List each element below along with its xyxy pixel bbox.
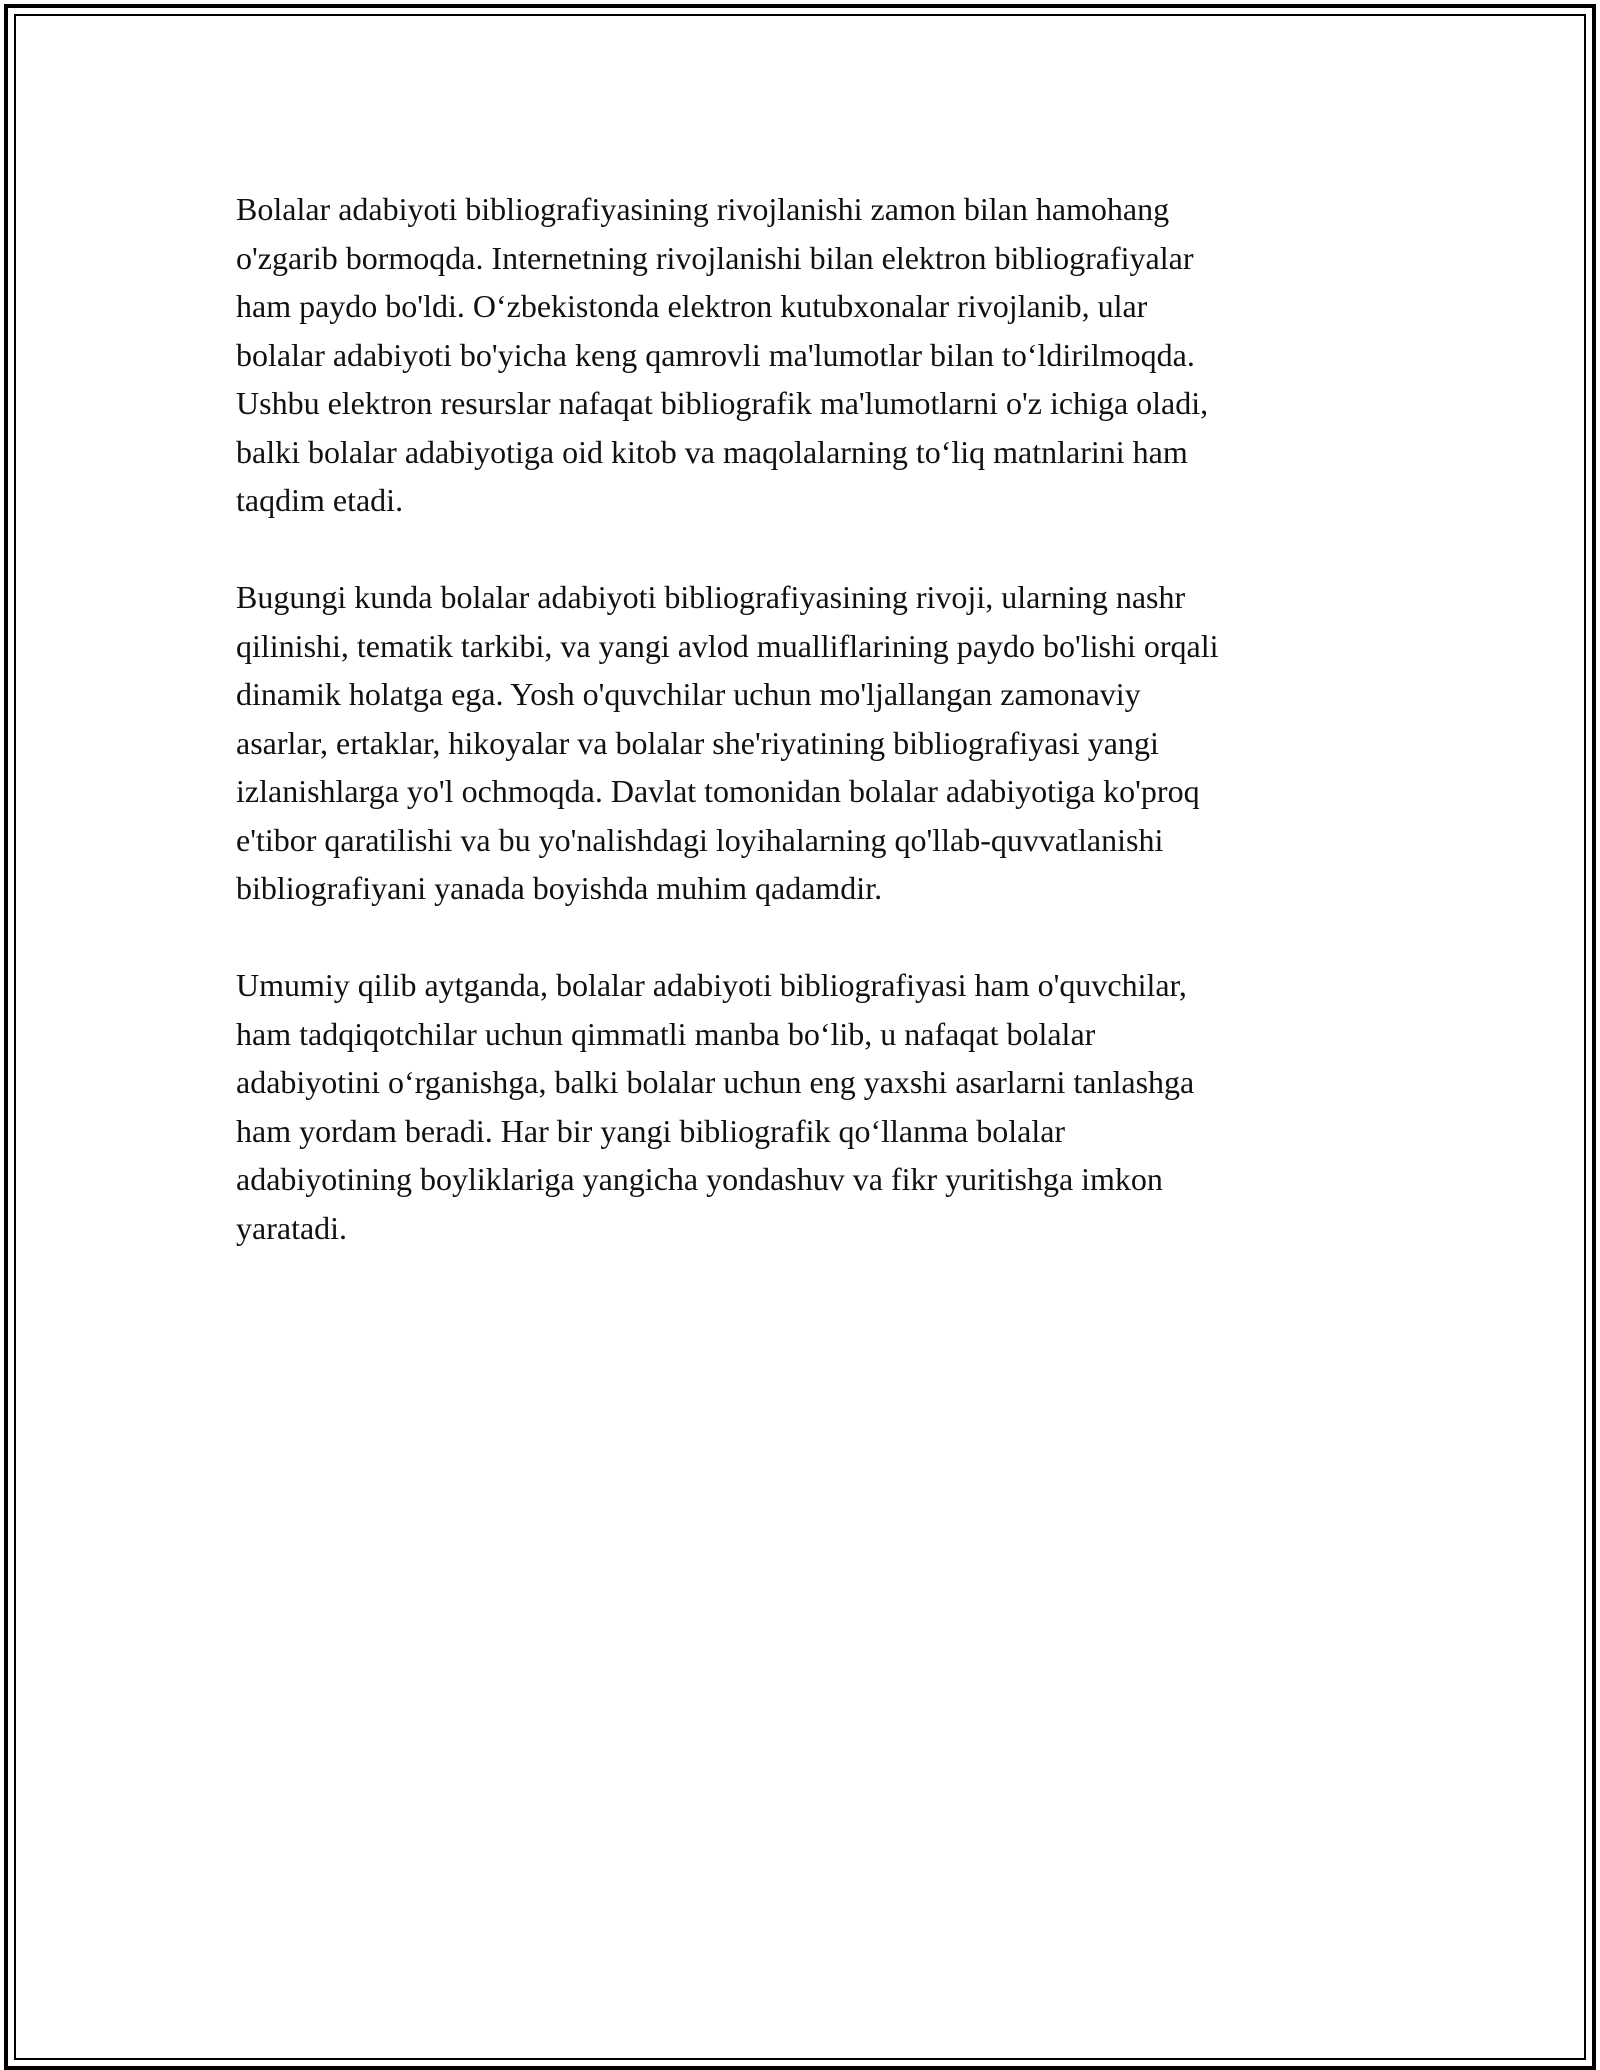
paragraph-1: Bolalar adabiyoti bibliografiyasining rivojlanishi zamon bilan hamohang o'zgarib bormoqda. Internetning rivojlanishi bilan elektron bibliografiyalar ham paydo bo'ldi. O‘zbekistonda elektron kutubxonalar rivojlanib, ular bolalar adabiyoti bo'yicha keng qamrovli ma'lumotlar bilan to‘ldirilmoqda. Ushbu elektron resurslar nafaqat bibliografik ma'lumotlarni o'z ichiga oladi, balki bolalar adabiyotiga oid kitob va maqolalarning to‘liq matnlarini ham taqdim etadi. bbox=[236, 191, 1209, 518]
paragraph-2: Bugungi kunda bolalar adabiyoti bibliografiyasining rivoji, ularning nashr qilinishi, tematik tarkibi, va yangi avlod mualliflarining paydo bo'lishi orqali dinamik holatga ega. Yosh o'quvchilar uchun mo'ljallangan zamonaviy asarlar, ertaklar, hikoyalar va bolalar she'riyatining bibliografiyasi yangi izlanishlarga yo'l ochmoqda. Davlat tomonidan bolalar adabiyotiga ko'proq e'tibor qaratilishi va bu yo'nalishdagi loyihalarning qo'llab-quvvatlanishi bibliografiyani yanada boyishda muhim qadamdir. bbox=[236, 579, 1219, 906]
paragraph-3: Umumiy qilib aytganda, bolalar adabiyoti bibliografiyasi ham o'quvchilar, ham tadqiqotchilar uchun qimmatli manba bo‘lib, u nafaqat bolalar adabiyotini o‘rganishga, balki bolalar uchun eng yaxshi asarlarni tanlashga ham yordam beradi. Har bir yangi bibliografik qo‘llanma bolalar adabiyotining boyliklariga yangicha yondashuv va fikr yuritishga imkon yaratadi. bbox=[236, 967, 1195, 1246]
document-body bbox=[236, 185, 1376, 1301]
